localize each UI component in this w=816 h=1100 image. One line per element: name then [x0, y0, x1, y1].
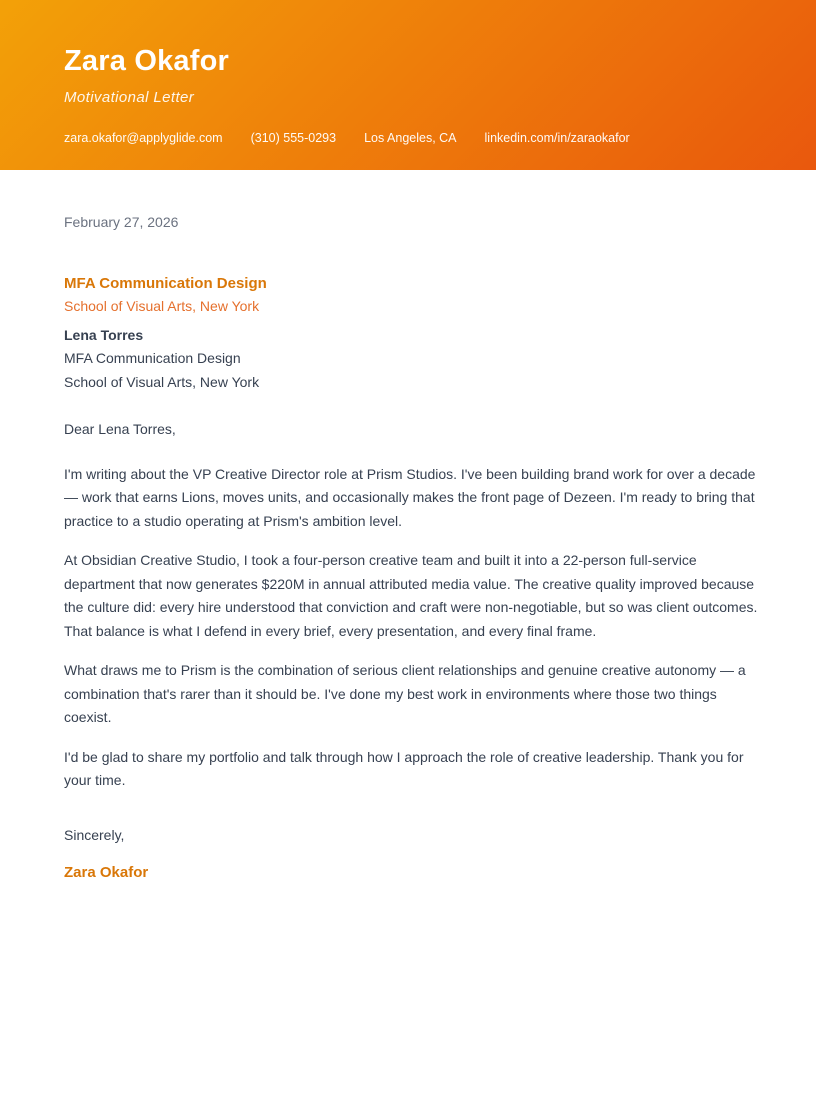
linkedin-link[interactable]: linkedin.com/in/zaraokafor [484, 131, 630, 145]
email-link[interactable]: zara.okafor@applyglide.com [64, 131, 223, 145]
paragraph-intro: I'm writing about the VP Creative Director role at Prism Studios. I've been building brand work for over a decade — work that earns Lions, moves units, and occasionally makes the front page of Dezeen. I'm ready to bring that practice to a studio operating at Prism's ambition level. [64, 465, 756, 529]
letter-body [0, 170, 816, 885]
paragraph-experience: At Obsidian Creative Studio, I took a four-person creative team and built it into a 22-person full-service department that now generates $220M in annual attributed media value. The creative quality improved because the culture did: every hire understood that conviction and craft were non-negotiable, but so was client outcomes. That balance is what I defend in every brief, every presentation, and every final frame. [64, 552, 758, 639]
program-title: MFA Communication Design [64, 274, 267, 292]
recipient-school-line: School of Visual Arts, New York [64, 373, 260, 390]
paragraph-closing: I'd be glad to share my portfolio and talk through how I approach the role of creative leadership. Thank you for your time. [64, 748, 744, 788]
page-title: Zara Okafor [64, 45, 229, 77]
signature-name: Zara Okafor [64, 864, 149, 881]
recipient-name: Lena Torres [64, 326, 144, 343]
phone-text: (310) 555-0293 [250, 131, 337, 145]
contact-row [64, 131, 752, 146]
program-location: School of Visual Arts, New York [64, 298, 260, 314]
recipient-program-line: MFA Communication Design [64, 350, 241, 366]
document-type-subtitle: Motivational Letter [64, 89, 195, 106]
letter-header [0, 0, 816, 170]
location-text: Los Angeles, CA [364, 131, 457, 145]
recipient-block [64, 272, 766, 395]
paragraph-motivation: What draws me to Prism is the combination of serious client relationships and genuine creative autonomy — a combination that's rarer than it should be. I've done my best work in environments where those two things coexist. [64, 662, 746, 725]
salutation: Dear Lena Torres, [64, 421, 176, 437]
letter-date: February 27, 2026 [64, 214, 179, 230]
closing-salutation: Sincerely, [64, 826, 125, 843]
